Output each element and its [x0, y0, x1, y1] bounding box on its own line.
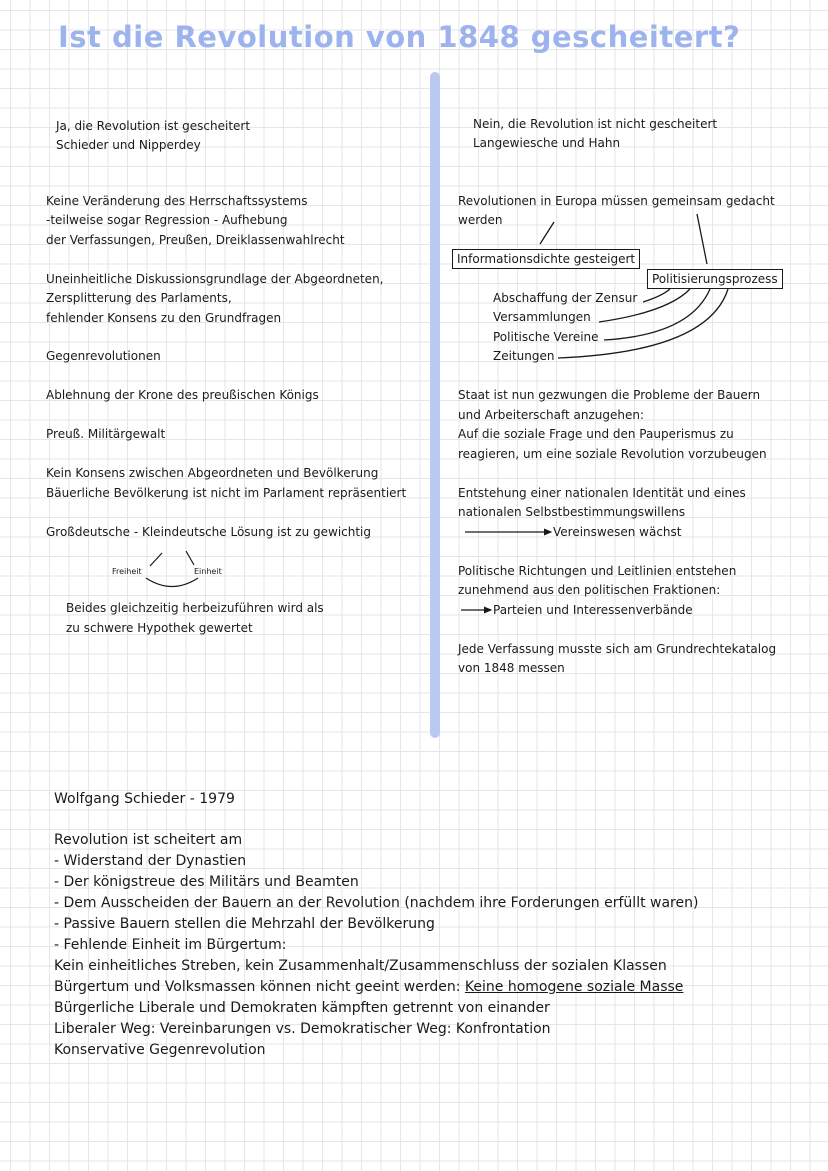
sketch-einheit: Einheit [194, 567, 222, 576]
right-header-line-2: Langewiesche und Hahn [473, 136, 621, 150]
right-point-3-line-2: zunehmend aus den politischen Fraktionen: [458, 583, 721, 597]
right-europe-line-1: Revolutionen in Europa müssen gemeinsam gedacht [458, 194, 775, 208]
left-point-4: Ablehnung der Krone des preußischen Königs [46, 388, 319, 402]
column-divider [430, 72, 440, 738]
right-point-2-line-1: Entstehung einer nationalen Identität und eines [458, 486, 746, 500]
sub-item-versammlungen: Versammlungen [493, 310, 591, 324]
bottom-bullet-5: - Fehlende Einheit im Bürgertum: [54, 937, 287, 953]
right-point-2-line-2: nationalen Selbstbestimmungswillens [458, 505, 686, 519]
left-point-6-line-1: Kein Konsens zwischen Abgeordneten und Bevölkerung [46, 466, 379, 480]
bottom-line-5: Konservative Gegenrevolution [54, 1042, 266, 1058]
left-point-1-line-3: der Verfassungen, Preußen, Dreiklassenwahlrecht [46, 233, 345, 247]
left-point-5: Preuß. Militärgewalt [46, 427, 166, 441]
right-point-4-line-2: von 1848 messen [458, 661, 565, 675]
sub-item-vereine: Politische Vereine [493, 330, 599, 344]
right-arrow-1-text: Vereinswesen wächst [553, 525, 682, 539]
left-point-6-line-2: Bäuerliche Bevölkerung ist nicht im Parlament repräsentiert [46, 486, 407, 500]
left-point-1-line-1: Keine Veränderung des Herrschaftssystems [46, 194, 308, 208]
left-header-line-1: Ja, die Revolution ist gescheitert [56, 119, 251, 133]
bottom-line-2-prefix: Bürgertum und Volksmassen können nicht geeint werden: [54, 979, 465, 995]
right-point-3-line-1: Politische Richtungen und Leitlinien entstehen [458, 564, 737, 578]
bottom-line-3: Bürgerliche Liberale und Demokraten kämpften getrennt von einander [54, 1000, 550, 1016]
right-point-1-line-3: Auf die soziale Frage und den Pauperismus zu [458, 427, 734, 441]
right-header-line-1: Nein, die Revolution ist nicht gescheitert [473, 117, 718, 131]
bottom-bullet-2: - Der königstreue des Militärs und Beamten [54, 874, 359, 890]
bottom-line-1: Kein einheitliches Streben, kein Zusammenhalt/Zusammenschluss der sozialen Klassen [54, 958, 667, 974]
left-point-2-line-3: fehlender Konsens zu den Grundfragen [46, 311, 282, 325]
box-informationsdichte: Informationsdichte gesteigert [452, 249, 640, 269]
bottom-line-2-underlined: Keine homogene soziale Masse [464, 979, 684, 995]
right-point-1-line-2: und Arbeiterschaft anzugehen: [458, 408, 644, 422]
left-point-7: Großdeutsche - Kleindeutsche Lösung ist zu gewichtig [46, 525, 372, 539]
connector-europe-to-pol [697, 214, 707, 264]
left-point-1-line-2: -teilweise sogar Regression - Aufhebung [46, 213, 288, 227]
sketch-left-stroke [150, 553, 162, 566]
bottom-line-2 [54, 977, 683, 998]
right-europe-line-2: werden [458, 213, 503, 227]
right-point-1-line-4: reagieren, um eine soziale Revolution vorzubeugen [458, 447, 767, 461]
bottom-bullet-1: - Widerstand der Dynastien [54, 853, 247, 869]
box-politisierungsprozess: Politisierungsprozess [647, 269, 783, 289]
sketch-freiheit: Freiheit [112, 567, 142, 576]
sketch-arc [146, 578, 198, 587]
connector-zensur [643, 289, 670, 302]
sub-item-zensur: Abschaffung der Zensur [493, 291, 638, 305]
left-conclusion-line-2: zu schwere Hypothek gewertet [66, 621, 253, 635]
right-arrow-2-text: Parteien und Interessenverbände [493, 603, 693, 617]
bottom-bullet-4: - Passive Bauern stellen die Mehrzahl der Bevölkerung [54, 916, 435, 932]
bottom-heading: Wolfgang Schieder - 1979 [54, 791, 235, 807]
left-point-3: Gegenrevolutionen [46, 349, 161, 363]
right-point-1-line-1: Staat ist nun gezwungen die Probleme der Bauern [458, 388, 761, 402]
left-point-2-line-1: Uneinheitliche Diskussionsgrundlage der Abgeordneten, [46, 272, 384, 286]
sketch-right-stroke [186, 551, 194, 565]
connector-europe-to-info [540, 222, 554, 244]
page-title: Ist die Revolution von 1848 gescheitert? [58, 20, 741, 54]
left-conclusion-line-1: Beides gleichzeitig herbeizuführen wird als [66, 601, 324, 615]
left-header-line-2: Schieder und Nipperdey [56, 138, 201, 152]
right-point-4-line-1: Jede Verfassung musste sich am Grundrechtekatalog [458, 642, 777, 656]
bottom-line-4: Liberaler Weg: Vereinbarungen vs. Demokratischer Weg: Konfrontation [54, 1021, 551, 1037]
bottom-bullet-3: - Dem Ausscheiden der Bauern an der Revolution (nachdem ihre Forderungen erfüllt waren) [54, 895, 699, 911]
bottom-intro: Revolution ist scheitert am [54, 832, 243, 848]
left-point-2-line-2: Zersplitterung des Parlaments, [46, 291, 232, 305]
sub-item-zeitungen: Zeitungen [493, 349, 555, 363]
